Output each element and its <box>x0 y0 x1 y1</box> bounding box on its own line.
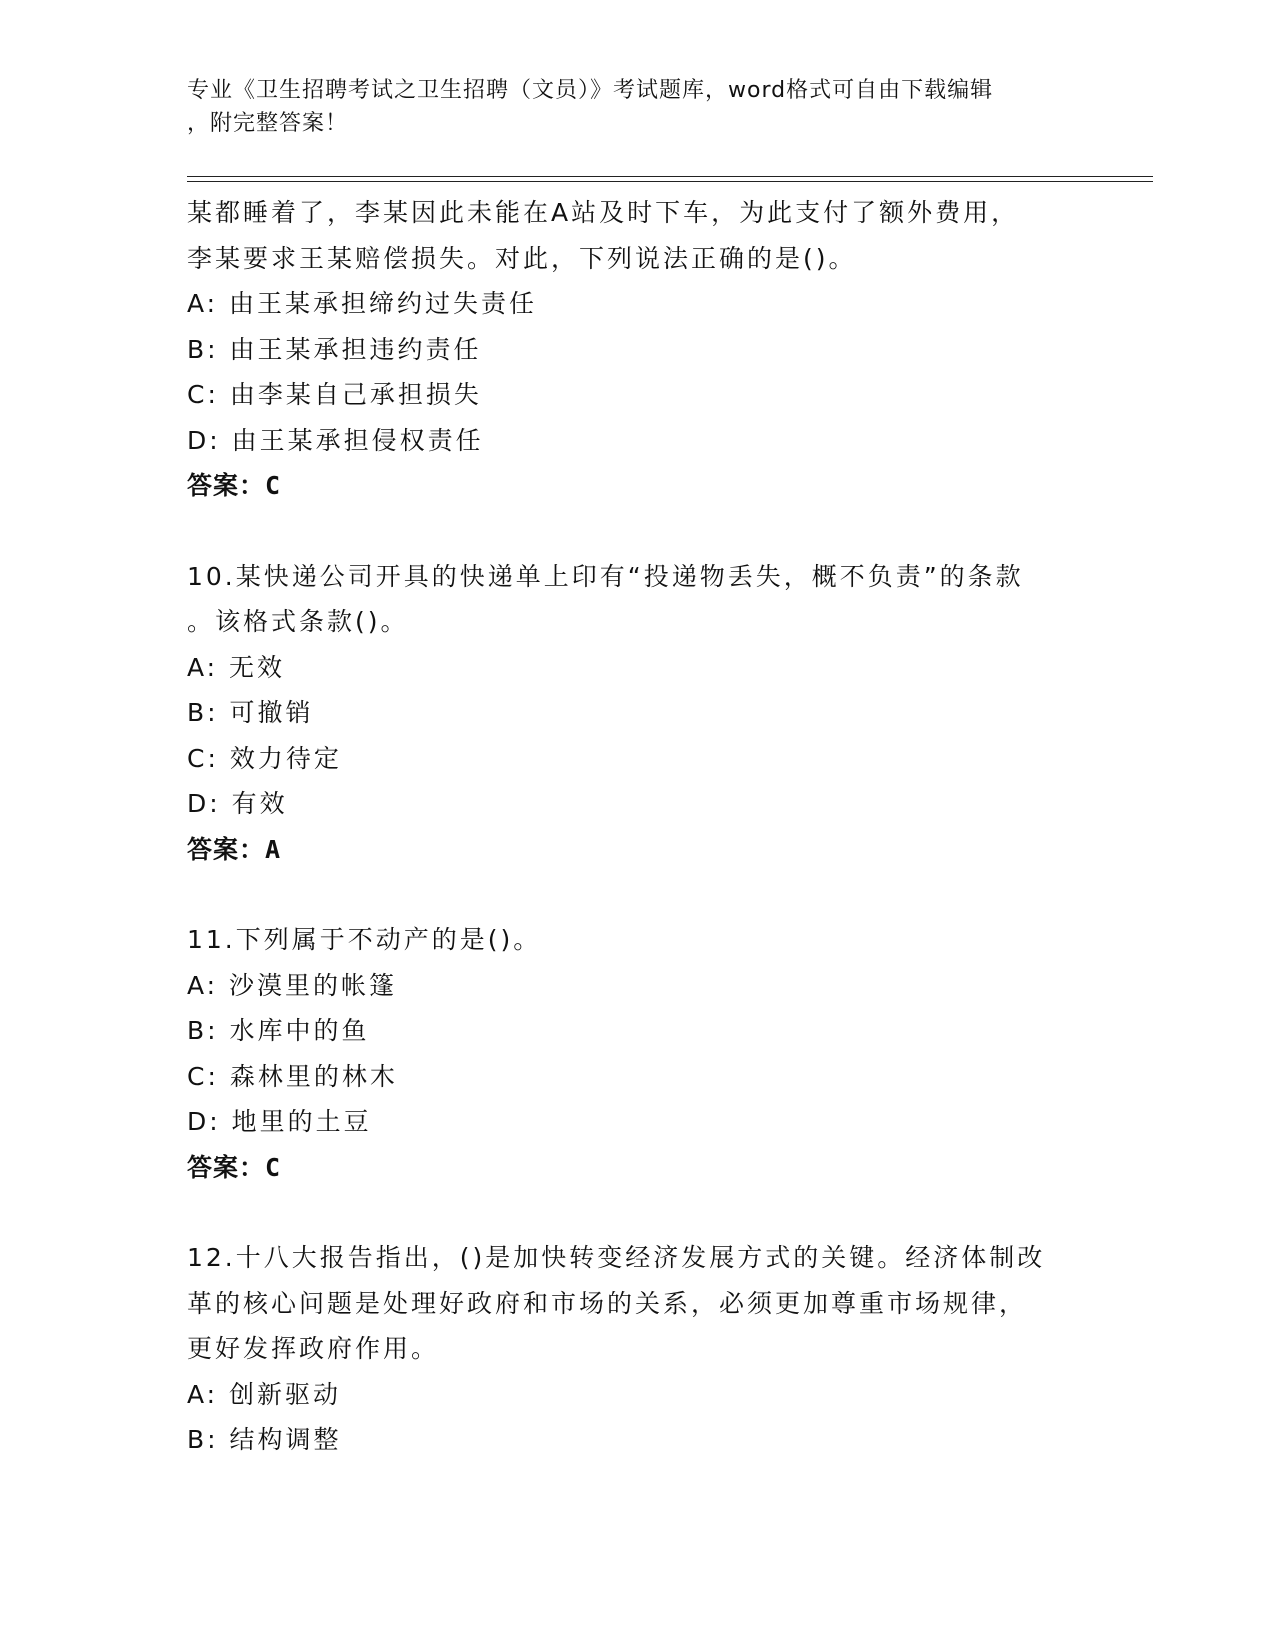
option-c: C: 森林里的林木 <box>187 1061 398 1091</box>
option-a: A: 创新驱动 <box>187 1379 342 1409</box>
question-stem-line: 革的核心问题是处理好政府和市场的关系，必须更加尊重市场规律， <box>187 1288 1028 1318</box>
answer-value: A <box>265 834 282 864</box>
option-d: D: 有效 <box>187 789 288 818</box>
answer-value: C <box>265 471 282 500</box>
question-stem-line: 某都睡着了，李某因此未能在A站及时下车，为此支付了额外费用， <box>187 198 1020 227</box>
question-9 <box>187 190 1087 509</box>
option-c: C: 效力待定 <box>187 743 342 773</box>
option-c: C: 由李某自己承担损失 <box>187 380 482 409</box>
answer-label: 答案： <box>187 1152 266 1182</box>
header-line-1: 专业《卫生招聘考试之卫生招聘（文员）》考试题库，word格式可自由下载编辑 <box>187 78 994 103</box>
option-b: B: 水库中的鱼 <box>187 1016 370 1045</box>
option-b: B: 结构调整 <box>187 1425 342 1454</box>
question-stem-line: 11.下列属于不动产的是()。 <box>187 925 542 954</box>
question-list <box>187 190 1087 1463</box>
answer-label: 答案： <box>187 471 266 500</box>
option-a: A: 由王某承担缔约过失责任 <box>187 289 538 318</box>
option-a: A: 无效 <box>187 652 286 682</box>
document-header <box>187 74 1067 140</box>
question-10 <box>187 554 1087 873</box>
question-stem-line: 12.十八大报告指出，()是加快转变经济发展方式的关键。经济体制改 <box>187 1243 1046 1272</box>
option-b: B: 由王某承担违约责任 <box>187 334 482 364</box>
option-b: B: 可撤销 <box>187 698 314 727</box>
question-12 <box>187 1235 1087 1463</box>
question-stem-line: 李某要求王某赔偿损失。对此，下列说法正确的是()。 <box>187 243 857 273</box>
header-divider-top <box>187 176 1153 177</box>
question-stem-line: 更好发挥政府作用。 <box>187 1334 440 1363</box>
answer-label: 答案： <box>187 834 266 864</box>
option-d: D: 地里的土豆 <box>187 1107 372 1136</box>
option-a: A: 沙漠里的帐篷 <box>187 970 398 1000</box>
answer-value: C <box>265 1152 282 1182</box>
question-stem-line: 。该格式条款()。 <box>187 607 409 636</box>
answer <box>187 1145 1087 1191</box>
answer <box>187 463 1087 509</box>
question-stem-line: 10.某快递公司开具的快递单上印有“投递物丢失，概不负责”的条款 <box>187 561 1024 591</box>
header-divider-bottom <box>187 181 1153 182</box>
header-line-2: ，附完整答案！ <box>187 111 349 136</box>
option-d: D: 由王某承担侵权责任 <box>187 425 484 455</box>
answer <box>187 827 1087 873</box>
question-11 <box>187 917 1087 1190</box>
